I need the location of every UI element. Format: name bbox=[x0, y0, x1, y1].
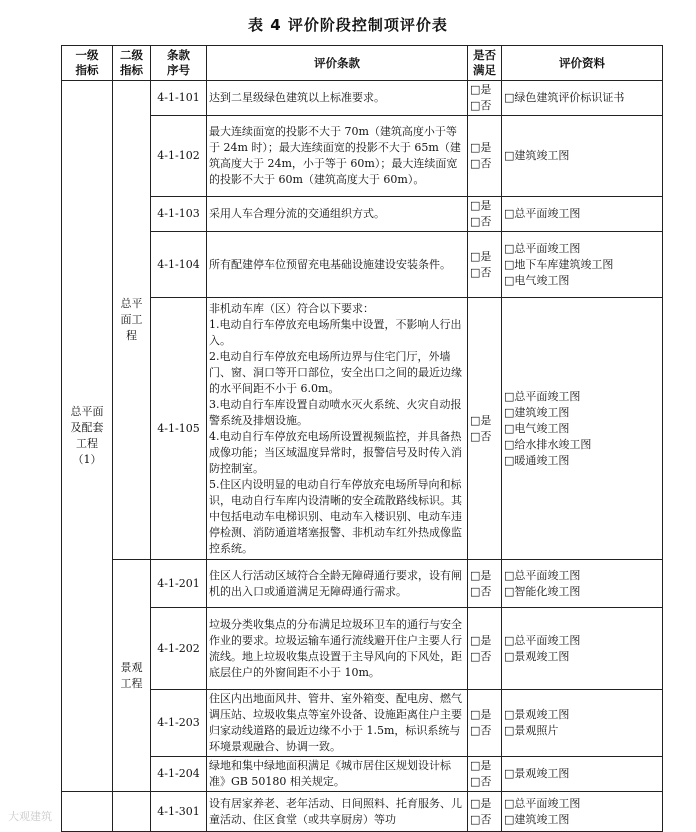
materials-cell bbox=[502, 792, 663, 832]
yes-checkbox[interactable]: □是 bbox=[470, 633, 492, 647]
yes-no-cell bbox=[468, 757, 502, 792]
yes-no-cell bbox=[468, 608, 502, 690]
material-item[interactable]: □电气竣工图 bbox=[504, 421, 570, 435]
clause-id: 4-1-202 bbox=[151, 608, 207, 690]
clause-line: 1.电动自行车停放充电场所集中设置，不影响人行出入。 bbox=[209, 317, 462, 347]
no-checkbox[interactable]: □否 bbox=[470, 724, 492, 737]
clause-line: 3.电动自行车库设置自动喷水灭火系统、火灾自动报警系统及排烟设施。 bbox=[209, 397, 462, 427]
yes-checkbox[interactable]: □是 bbox=[470, 83, 492, 96]
yes-checkbox[interactable]: □是 bbox=[470, 141, 492, 154]
level2-cell-general-plan: 总平 面工 程 bbox=[113, 81, 151, 560]
yes-checkbox[interactable]: □是 bbox=[470, 796, 492, 810]
clause-text: 达到二星级绿色建筑以上标准要求。 bbox=[207, 81, 468, 116]
header-level1: 一级 指标 bbox=[62, 46, 113, 81]
clause-id: 4-1-105 bbox=[151, 298, 207, 560]
yes-checkbox[interactable]: □是 bbox=[470, 708, 492, 721]
clause-line: 2.电动自行车停放充电场所边界与住宅门厅，外墙门、窗、洞口等开口部位，安全出口之间的最近边缘的水平间距不小于 6.0m。 bbox=[209, 349, 462, 395]
clause-text: 最大连续面宽的投影不大于 70m（建筑高度小于等于 24m 时）；最大连续面宽的投影不大于 65m（建筑高度大于 24m，小于等于 60m）；最大连续面宽的投影不大于 60m（建筑高度大于 60m）。 bbox=[207, 116, 468, 197]
yes-checkbox[interactable]: □是 bbox=[470, 568, 492, 582]
material-item[interactable]: □地下车库建筑竣工图 bbox=[504, 257, 614, 271]
materials-cell bbox=[502, 81, 663, 116]
table-row bbox=[62, 232, 663, 298]
materials-cell bbox=[502, 116, 663, 197]
no-checkbox[interactable]: □否 bbox=[470, 812, 492, 826]
clause-text: 住区人行活动区域符合全龄无障碍通行要求，设有闸机的出入口或通道满足无障碍通行需求。 bbox=[207, 560, 468, 608]
level1-cell: 总平面 及配套 工程 （1） bbox=[62, 81, 113, 792]
clause-line: 非机动车库（区）符合以下要求： bbox=[209, 301, 374, 315]
header-row bbox=[62, 46, 663, 81]
table-row bbox=[62, 690, 663, 757]
level2-cell-continued bbox=[113, 792, 151, 832]
header-clause: 评价条款 bbox=[207, 46, 468, 81]
clause-text: 住区内出地面风井、管井、室外箱变、配电房、燃气调压站、垃圾收集点等室外设备、设施距离住户主要归家动线道路的最近边缘不小于 1.5m，标识系统与环境景观融合、协调一致。 bbox=[207, 690, 468, 757]
material-item[interactable]: □总平面竣工图 bbox=[504, 389, 581, 403]
header-clause-id: 条款 序号 bbox=[151, 46, 207, 81]
material-item[interactable]: □总平面竣工图 bbox=[504, 796, 581, 810]
clause-id: 4-1-301 bbox=[151, 792, 207, 832]
clause-line: 4.电动自行车停放充电场所设置视频监控，并具备热成像功能；当区域温度异常时，报警信号及时传入消防控制室。 bbox=[209, 429, 462, 475]
yes-checkbox[interactable]: □是 bbox=[470, 249, 492, 263]
clause-id: 4-1-102 bbox=[151, 116, 207, 197]
clause-text: 垃圾分类收集点的分布满足垃圾环卫车的通行与安全作业的要求。垃圾运输车通行流线避开住户主要人行流线。地上垃圾收集点设置于主导风向的下风处，距底层住户的外窗间距不小于 10m。 bbox=[207, 608, 468, 690]
level2-cell-landscape: 景观 工程 bbox=[113, 560, 151, 792]
clause-text: 绿地和集中绿地面积满足《城市居住区规划设计标准》GB 50180 相关规定。 bbox=[207, 757, 468, 792]
clause-id: 4-1-104 bbox=[151, 232, 207, 298]
clause-text: 采用人车合理分流的交通组织方式。 bbox=[207, 197, 468, 232]
table-row bbox=[62, 116, 663, 197]
material-item[interactable]: □绿色建筑评价标识证书 bbox=[504, 91, 625, 104]
clause-id: 4-1-201 bbox=[151, 560, 207, 608]
clause-line: 5.住区内设明显的电动自行车停放充电场所导向和标识，电动自行车库内设清晰的安全疏散路线标识。其中包括电动车电梯识别、电动车入楼识别、电动车违停检测、消防通道堵塞报警、非机动车红外热成像监控系统。 bbox=[209, 477, 462, 555]
no-checkbox[interactable]: □否 bbox=[470, 775, 492, 788]
table-row bbox=[62, 560, 663, 608]
material-item[interactable]: □景观竣工图 bbox=[504, 708, 570, 721]
table-row bbox=[62, 197, 663, 232]
header-satisfied: 是否 满足 bbox=[468, 46, 502, 81]
table-row bbox=[62, 298, 663, 560]
materials-cell bbox=[502, 757, 663, 792]
yes-no-cell bbox=[468, 116, 502, 197]
material-item[interactable]: □暖通竣工图 bbox=[504, 453, 570, 467]
clause-text: 设有居家养老、老年活动、日间照料、托育服务、儿童活动、住区食堂（或共享厨房）等功 bbox=[207, 792, 468, 832]
clause-id: 4-1-103 bbox=[151, 197, 207, 232]
table-row bbox=[62, 757, 663, 792]
yes-no-cell bbox=[468, 690, 502, 757]
no-checkbox[interactable]: □否 bbox=[470, 265, 492, 279]
clause-id: 4-1-203 bbox=[151, 690, 207, 757]
materials-cell bbox=[502, 232, 663, 298]
clause-text bbox=[207, 298, 468, 560]
no-checkbox[interactable]: □否 bbox=[470, 649, 492, 663]
material-item[interactable]: □电气竣工图 bbox=[504, 273, 570, 287]
materials-cell bbox=[502, 298, 663, 560]
material-item[interactable]: □总平面竣工图 bbox=[504, 568, 581, 582]
material-item[interactable]: □建筑竣工图 bbox=[504, 812, 570, 826]
watermark: 大观建筑 bbox=[8, 810, 52, 823]
header-materials: 评价资料 bbox=[502, 46, 663, 81]
clause-text: 所有配建停车位预留充电基础设施建设安装条件。 bbox=[207, 232, 468, 298]
yes-no-cell bbox=[468, 197, 502, 232]
material-item[interactable]: □景观照片 bbox=[504, 724, 559, 737]
material-item[interactable]: □总平面竣工图 bbox=[504, 633, 581, 647]
yes-no-cell bbox=[468, 81, 502, 116]
materials-cell bbox=[502, 690, 663, 757]
material-item[interactable]: □建筑竣工图 bbox=[504, 405, 570, 419]
yes-no-cell bbox=[468, 560, 502, 608]
table-row bbox=[62, 81, 663, 116]
materials-cell bbox=[502, 197, 663, 232]
no-checkbox[interactable]: □否 bbox=[470, 429, 492, 443]
table-title: 表 4 评价阶段控制项评价表 bbox=[248, 16, 448, 34]
yes-checkbox[interactable]: □是 bbox=[470, 759, 492, 772]
yes-no-cell bbox=[468, 792, 502, 832]
table-row bbox=[62, 792, 663, 832]
material-item[interactable]: □智能化竣工图 bbox=[504, 584, 581, 598]
material-item[interactable]: □总平面竣工图 bbox=[504, 241, 581, 255]
yes-checkbox[interactable]: □是 bbox=[470, 413, 492, 427]
no-checkbox[interactable]: □否 bbox=[470, 99, 492, 112]
materials-cell bbox=[502, 560, 663, 608]
clause-id: 4-1-101 bbox=[151, 81, 207, 116]
yes-no-cell bbox=[468, 298, 502, 560]
no-checkbox[interactable]: □否 bbox=[470, 215, 492, 228]
no-checkbox[interactable]: □否 bbox=[470, 584, 492, 598]
yes-no-cell bbox=[468, 232, 502, 298]
evaluation-table bbox=[61, 45, 663, 832]
level1-cell-continued bbox=[62, 792, 113, 832]
materials-cell bbox=[502, 608, 663, 690]
header-level2: 二级 指标 bbox=[113, 46, 151, 81]
yes-checkbox[interactable]: □是 bbox=[470, 199, 492, 212]
material-item[interactable]: □景观竣工图 bbox=[504, 767, 570, 780]
table-row bbox=[62, 608, 663, 690]
material-item[interactable]: □景观竣工图 bbox=[504, 649, 570, 663]
clause-id: 4-1-204 bbox=[151, 757, 207, 792]
material-item[interactable]: □给水排水竣工图 bbox=[504, 437, 592, 451]
material-item[interactable]: □总平面竣工图 bbox=[504, 207, 581, 220]
material-item[interactable]: □建筑竣工图 bbox=[504, 149, 570, 162]
no-checkbox[interactable]: □否 bbox=[470, 157, 492, 170]
